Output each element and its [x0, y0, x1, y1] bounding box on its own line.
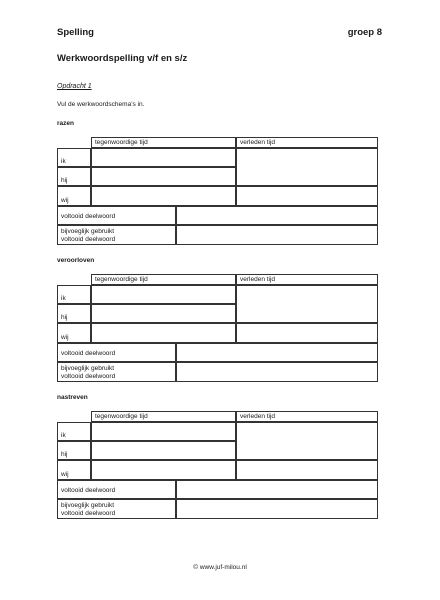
- wij-present-cell[interactable]: [91, 460, 236, 480]
- adjective-answer-cell[interactable]: [176, 225, 378, 245]
- verb-table: [57, 274, 378, 382]
- participle-label: voltooid deelwoord: [61, 350, 116, 357]
- singular-past-cell[interactable]: [236, 285, 378, 323]
- participle-label-cell: [57, 343, 176, 362]
- adjective-label-cell: [57, 499, 176, 519]
- wij-label: wij: [61, 471, 69, 478]
- subject-header: Spelling: [57, 27, 94, 38]
- hij-label-cell: [57, 441, 91, 460]
- past-header-cell: [236, 274, 378, 285]
- hij-label: hij: [61, 177, 68, 184]
- instruction-text: Vul de werkwoordschema’s in.: [57, 101, 145, 108]
- footer-copyright: © www.juf-milou.nl: [193, 564, 247, 571]
- past-header: verleden tijd: [240, 276, 276, 283]
- ik-label: ik: [61, 158, 66, 165]
- grade-header: groep 8: [347, 27, 382, 38]
- present-header: tegenwoordige tijd: [95, 413, 148, 420]
- adjective-label-line1: bijvoeglijk gebruikt: [61, 365, 115, 372]
- wij-label-cell: [57, 186, 91, 206]
- adjective-label-cell: [57, 225, 176, 245]
- verb-label: veroorloven: [57, 257, 95, 264]
- present-header: tegenwoordige tijd: [95, 276, 148, 283]
- verb-table: [57, 137, 378, 245]
- ik-present-cell[interactable]: [91, 285, 236, 304]
- ik-label-cell: [57, 422, 91, 441]
- ik-label: ik: [61, 432, 66, 439]
- adjective-label-line1: bijvoeglijk gebruikt: [61, 502, 115, 509]
- wij-present-cell[interactable]: [91, 186, 236, 206]
- wij-label-cell: [57, 460, 91, 480]
- wij-present-cell[interactable]: [91, 323, 236, 343]
- hij-present-cell[interactable]: [91, 304, 236, 323]
- ik-label-cell: [57, 148, 91, 167]
- singular-past-cell[interactable]: [236, 148, 378, 186]
- participle-answer-cell[interactable]: [176, 480, 378, 499]
- wij-past-cell[interactable]: [236, 460, 378, 480]
- exercise-label: Opdracht 1: [57, 83, 92, 90]
- wij-label: wij: [61, 334, 69, 341]
- hij-label: hij: [61, 451, 68, 458]
- singular-past-cell[interactable]: [236, 422, 378, 460]
- wij-past-cell[interactable]: [236, 323, 378, 343]
- worksheet-title: Werkwoordspelling v/f en s/z: [57, 53, 188, 64]
- ik-label: ik: [61, 295, 66, 302]
- adjective-label-cell: [57, 362, 176, 382]
- hij-present-cell[interactable]: [91, 167, 236, 186]
- participle-label: voltooid deelwoord: [61, 487, 116, 494]
- verb-label: nastreven: [57, 394, 88, 401]
- participle-answer-cell[interactable]: [176, 206, 378, 225]
- past-header-cell: [236, 411, 378, 422]
- adjective-answer-cell[interactable]: [176, 499, 378, 519]
- present-header-cell: [91, 411, 236, 422]
- ik-label-cell: [57, 285, 91, 304]
- wij-label-cell: [57, 323, 91, 343]
- wij-past-cell[interactable]: [236, 186, 378, 206]
- hij-label-cell: [57, 167, 91, 186]
- ik-present-cell[interactable]: [91, 148, 236, 167]
- hij-label: hij: [61, 314, 68, 321]
- adjective-label-line2: voltooid deelwoord: [61, 373, 116, 380]
- verb-table: [57, 411, 378, 519]
- present-header-cell: [91, 274, 236, 285]
- adjective-label-line2: voltooid deelwoord: [61, 236, 116, 243]
- hij-label-cell: [57, 304, 91, 323]
- adjective-answer-cell[interactable]: [176, 362, 378, 382]
- participle-answer-cell[interactable]: [176, 343, 378, 362]
- present-header: tegenwoordige tijd: [95, 139, 148, 146]
- adjective-label-line1: bijvoeglijk gebruikt: [61, 228, 115, 235]
- present-header-cell: [91, 137, 236, 148]
- past-header: verleden tijd: [240, 413, 276, 420]
- participle-label: voltooid deelwoord: [61, 213, 116, 220]
- participle-label-cell: [57, 480, 176, 499]
- participle-label-cell: [57, 206, 176, 225]
- wij-label: wij: [61, 197, 69, 204]
- verb-label: razen: [57, 120, 74, 127]
- past-header: verleden tijd: [240, 139, 276, 146]
- adjective-label-line2: voltooid deelwoord: [61, 510, 116, 517]
- past-header-cell: [236, 137, 378, 148]
- hij-present-cell[interactable]: [91, 441, 236, 460]
- ik-present-cell[interactable]: [91, 422, 236, 441]
